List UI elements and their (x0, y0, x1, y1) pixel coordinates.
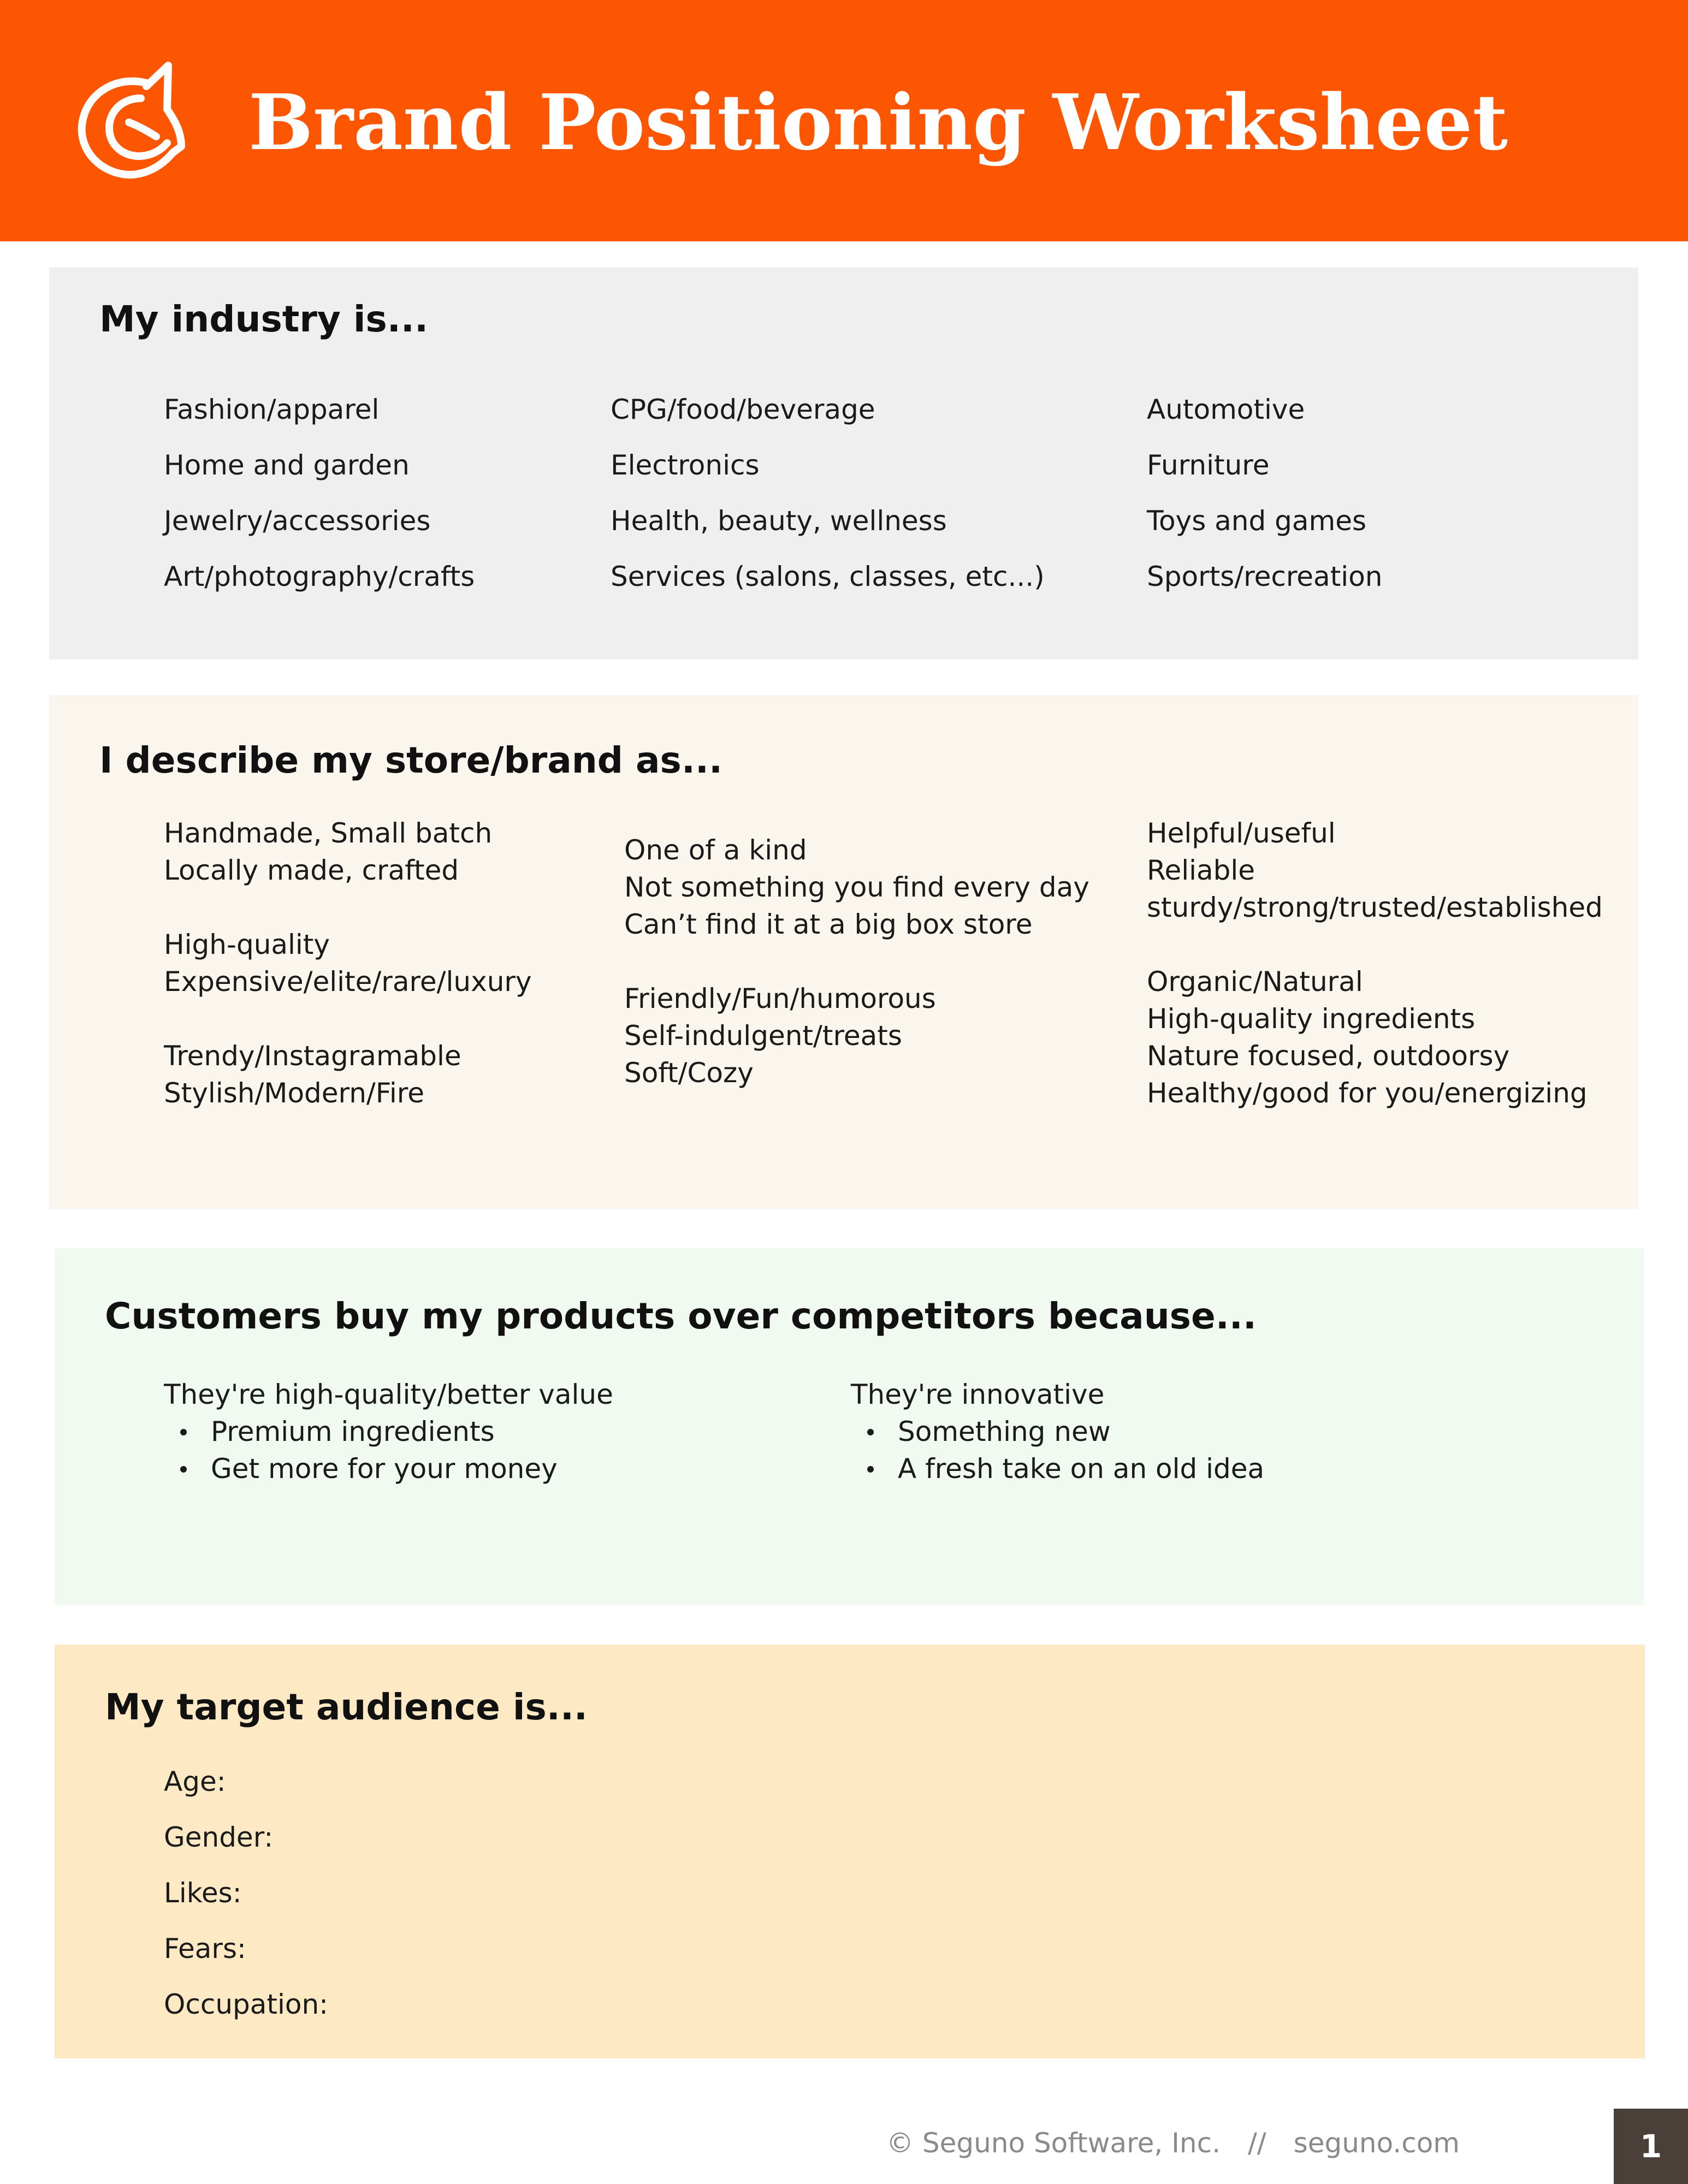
industry-column-3 (1147, 382, 1382, 604)
industry-option: Sports/recreation (1147, 561, 1383, 592)
audience-field-fears: Fears: (164, 1933, 246, 1965)
industry-option: Toys and games (1147, 505, 1367, 537)
description-option: sturdy/strong/trusted/established (1147, 892, 1603, 923)
description-option: Reliable (1147, 854, 1255, 886)
unicorn-head-logo-icon (64, 55, 196, 186)
industry-column-1 (164, 382, 475, 604)
description-option: One of a kind (624, 834, 807, 866)
footer-website: seguno.com (1293, 2127, 1460, 2159)
industry-section (49, 268, 1638, 660)
industry-option: Services (salons, classes, etc...) (611, 561, 1045, 592)
brand-description-heading: I describe my store/brand as... (99, 739, 723, 781)
description-option: Trendy/Instagramable (164, 1040, 461, 1072)
competitive-advantage-heading: Customers buy my products over competitors because... (105, 1295, 1257, 1337)
footer-copyright: © Seguno Software, Inc. (886, 2127, 1221, 2159)
advantage-bullets (851, 1413, 1264, 1487)
description-option: Helpful/useful (1147, 817, 1336, 849)
description-option: Not something you find every day (624, 871, 1089, 903)
page-number: 1 (1614, 2109, 1688, 2184)
advantage-group-quality (164, 1376, 613, 1487)
industry-option: Automotive (1147, 394, 1305, 425)
description-option: Can’t find it at a big box store (624, 909, 1033, 940)
advantage-bullet: Get more for your money (164, 1450, 613, 1487)
industry-heading: My industry is... (99, 298, 429, 340)
description-option: Locally made, crafted (164, 854, 459, 886)
description-column-3 (1147, 815, 1603, 1112)
competitive-advantage-section (55, 1248, 1644, 1605)
description-option: Handmade, Small batch (164, 817, 493, 849)
description-option: Soft/Cozy (624, 1057, 754, 1089)
industry-option: Electronics (611, 449, 760, 481)
description-option: Organic/Natural (1147, 966, 1363, 998)
industry-option: Furniture (1147, 449, 1270, 481)
brand-description-section (49, 695, 1638, 1209)
audience-field-occupation: Occupation: (164, 1989, 329, 2020)
audience-fields (164, 1754, 328, 2032)
description-option: Stylish/Modern/Fire (164, 1077, 424, 1109)
audience-field-likes: Likes: (164, 1877, 242, 1909)
description-option: Nature focused, outdoorsy (1147, 1040, 1510, 1072)
advantage-lead: They're high-quality/better value (164, 1379, 613, 1410)
footer (886, 2124, 1460, 2162)
advantage-bullets (164, 1413, 613, 1487)
advantage-group-innovative (851, 1376, 1264, 1487)
advantage-lead: They're innovative (851, 1379, 1105, 1410)
page-title: Brand Positioning Worksheet (248, 78, 1508, 168)
description-option: Expensive/elite/rare/luxury (164, 966, 532, 998)
target-audience-heading: My target audience is... (105, 1686, 588, 1728)
industry-option: CPG/food/beverage (611, 394, 875, 425)
industry-column-2 (611, 382, 1045, 604)
industry-option: Jewelry/accessories (164, 505, 431, 537)
target-audience-section (55, 1645, 1645, 2058)
audience-field-age: Age: (164, 1766, 226, 1797)
footer-separator: // (1247, 2127, 1266, 2159)
header-banner (0, 0, 1688, 241)
audience-field-gender: Gender: (164, 1821, 274, 1853)
industry-option: Home and garden (164, 449, 410, 481)
description-option: High-quality ingredients (1147, 1003, 1476, 1035)
advantage-bullet: Something new (851, 1413, 1264, 1450)
description-option: Self-indulgent/treats (624, 1020, 902, 1052)
industry-option: Health, beauty, wellness (611, 505, 947, 537)
advantage-bullet: Premium ingredients (164, 1413, 613, 1450)
industry-option: Art/photography/crafts (164, 561, 475, 592)
description-column-2 (624, 832, 1089, 1091)
description-option: Healthy/good for you/energizing (1147, 1077, 1588, 1109)
advantage-bullet: A fresh take on an old idea (851, 1450, 1264, 1487)
industry-option: Fashion/apparel (164, 394, 380, 425)
description-column-1 (164, 815, 532, 1112)
description-option: High-quality (164, 929, 330, 960)
description-option: Friendly/Fun/humorous (624, 983, 936, 1014)
